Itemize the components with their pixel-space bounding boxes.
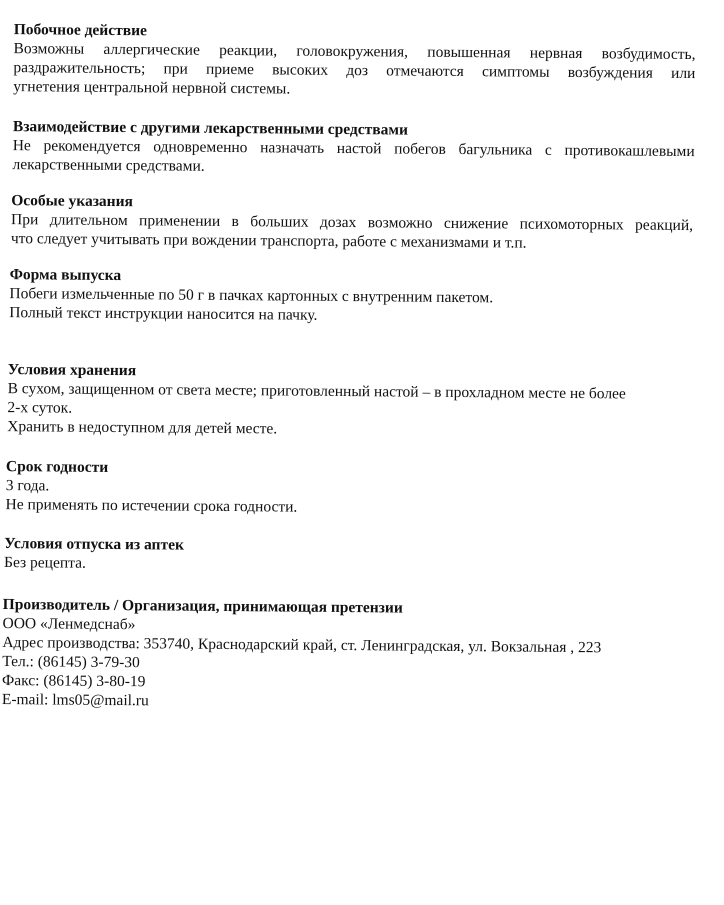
- manufacturer-email: E-mail: lms05@mail.ru: [1, 691, 149, 710]
- heading-release-form: Форма выпуска: [9, 266, 122, 285]
- storage-line-3: Хранить в недоступном для детей месте.: [7, 418, 278, 438]
- heading-side-effects: Побочное действие: [13, 21, 148, 40]
- heading-dispensing: Условия отпуска из аптек: [4, 535, 185, 554]
- section-shelf-life: [6, 457, 706, 520]
- side-effects-line-1: Возможны аллергические реакции, головокружения, повышенная нервная возбудимость,: [13, 40, 696, 64]
- section-side-effects: [13, 20, 696, 102]
- storage-line-1: В сухом, защищенном от света месте; приготовленный настой – в прохладном месте не более: [7, 380, 626, 403]
- side-effects-line-2: раздражительность; при приеме высоких доз отмечаются симптомы возбуждения или: [13, 59, 696, 83]
- special-notes-line-1: При длительном применении в больших дозах возможно снижение психомоторных реакций,: [11, 211, 694, 235]
- heading-manufacturer: Производитель / Организация, принимающая претензии: [2, 596, 403, 617]
- manufacturer-company: ООО «Ленмедснаб»: [2, 615, 136, 634]
- manufacturer-phone: Тел.: (86145) 3-79-30: [2, 653, 140, 672]
- section-manufacturer: [2, 595, 703, 715]
- heading-special-notes: Особые указания: [11, 192, 134, 211]
- heading-storage: Условия хранения: [7, 361, 137, 380]
- section-special-notes: [11, 191, 693, 254]
- side-effects-line-3: угнетения центральной нервной системы.: [13, 78, 291, 98]
- shelf-life-line-2: Не применять по истечении срока годности.: [5, 496, 298, 516]
- heading-interactions: Взаимодействие с другими лекарственными средствами: [12, 118, 408, 139]
- section-interactions: [12, 117, 694, 180]
- release-form-line-1: Побеги измельченные по 50 г в пачках картонных с внутренним пакетом.: [9, 285, 494, 307]
- section-dispensing: [4, 534, 704, 578]
- storage-line-2: 2-х суток.: [7, 399, 73, 417]
- special-notes-line-2: что следует учитывать при вождении транспорта, работе с механизмами и т.п.: [10, 230, 527, 252]
- shelf-life-line-1: 3 года.: [5, 477, 50, 495]
- section-storage: [7, 360, 708, 442]
- release-form-line-2: Полный текст инструкции наносится на пачку.: [9, 304, 318, 324]
- section-release-form: [9, 265, 709, 328]
- heading-shelf-life: Срок годности: [5, 458, 109, 476]
- dispensing-line-1: Без рецепта.: [4, 554, 86, 572]
- interactions-line-1: Не рекомендуется одновременно назначать настой побегов багульника с противокашлевыми: [12, 137, 695, 161]
- manufacturer-address: Адрес производства: 353740, Краснодарский край, ст. Ленинградская, ул. Вокзальная , 223: [2, 634, 602, 657]
- interactions-line-2: лекарственными средствами.: [12, 156, 205, 175]
- manufacturer-fax: Факс: (86145) 3-80-19: [1, 672, 146, 691]
